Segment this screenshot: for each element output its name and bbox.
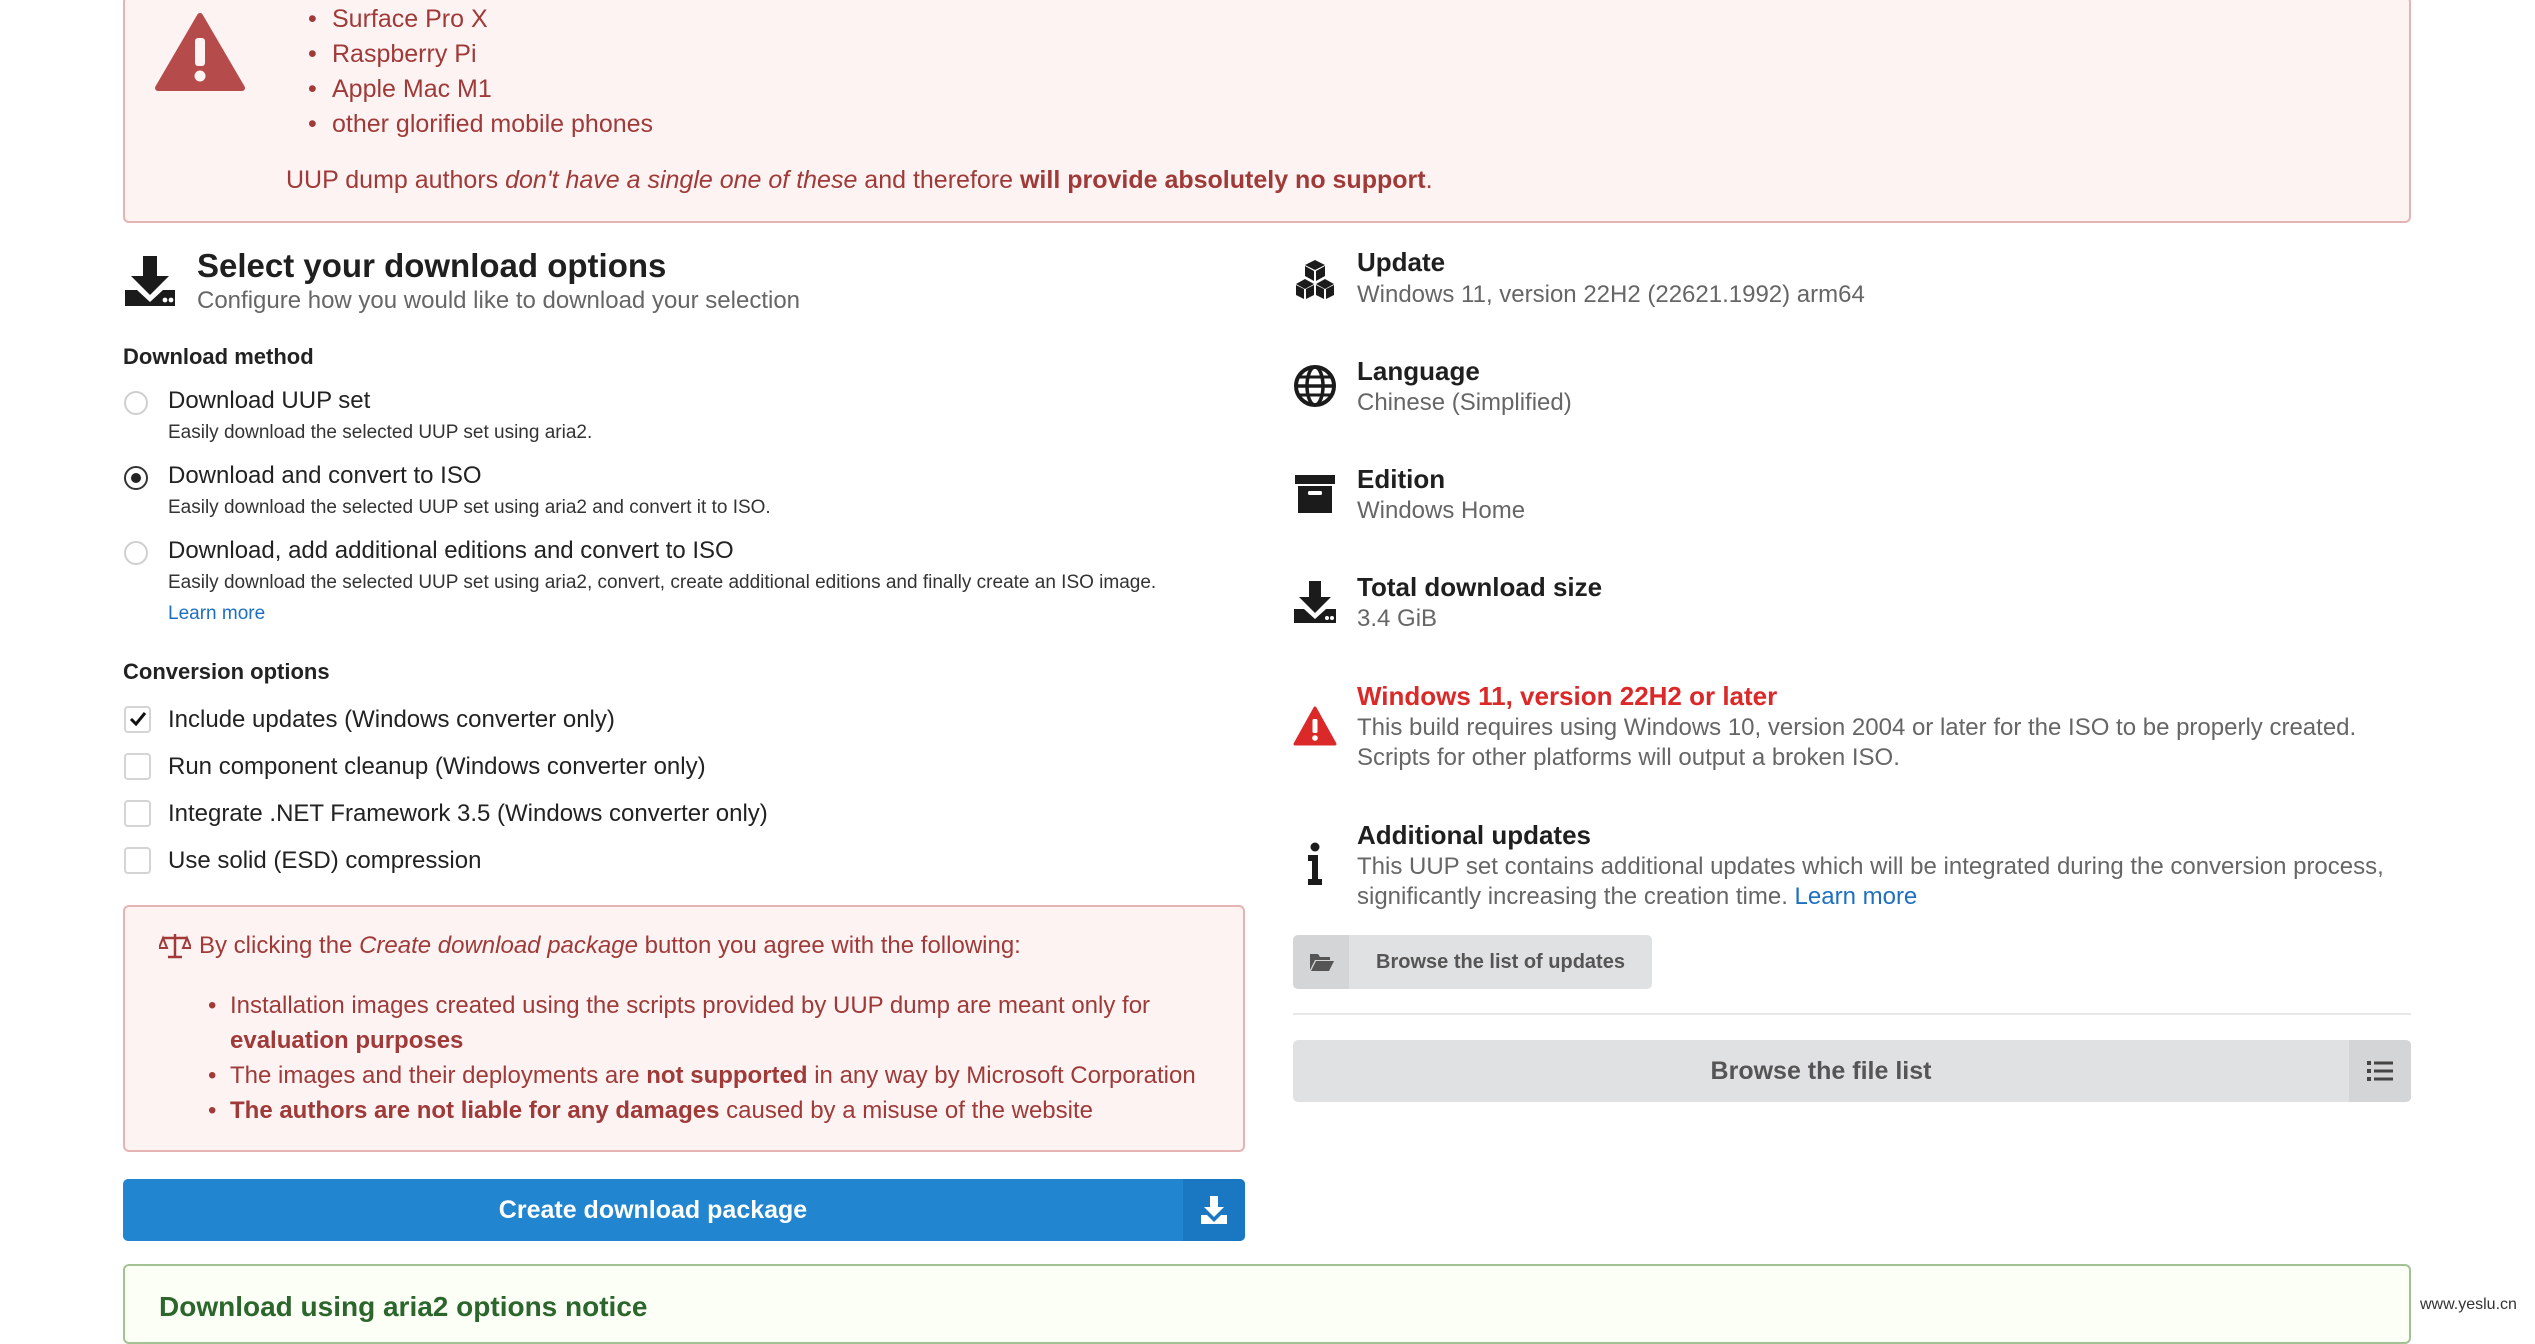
update-value: Windows 11, version 22H2 (22621.1992) arm64 [1357, 281, 1865, 308]
warning-icon [1293, 705, 1337, 749]
additional-updates-title: Additional updates [1357, 820, 1591, 850]
download-size-title: Total download size [1357, 572, 1603, 602]
list-icon [2367, 1060, 2393, 1082]
checkmark-icon [128, 709, 148, 729]
download-icon [1200, 1195, 1228, 1225]
edition-title: Edition [1357, 464, 1446, 494]
unsupported-device-list [332, 2, 653, 142]
requirement-line-2: Scripts for other platforms will output a broken ISO. [1357, 744, 1900, 771]
archive-icon [1293, 472, 1337, 516]
option-label: Download, add additional editions and convert to ISO [168, 537, 734, 564]
info-icon [1293, 842, 1337, 886]
create-download-package-button[interactable] [123, 1179, 1245, 1241]
browse-file-list-icon-area [2349, 1040, 2411, 1102]
agreement-list [230, 988, 1196, 1128]
download-method-label: Download method [123, 344, 314, 369]
update-title: Update [1357, 247, 1446, 277]
list-item: • Apple Mac M1 [332, 72, 653, 107]
checkbox-integrate-netfx[interactable] [124, 800, 151, 827]
edition-value: Windows Home [1357, 497, 1526, 524]
checkbox-label: Integrate .NET Framework 3.5 (Windows converter only) [168, 800, 768, 827]
checkbox-label: Include updates (Windows converter only) [168, 706, 615, 733]
divider [1293, 1013, 2411, 1015]
list-item: • Raspberry Pi [332, 37, 653, 72]
aria2-notice-title: Download using aria2 options notice [159, 1291, 648, 1322]
additional-updates-line-2: significantly increasing the creation time. Learn more [1357, 883, 1918, 910]
checkbox-label: Run component cleanup (Windows converter only) [168, 753, 706, 780]
download-size-value: 3.4 GiB [1357, 605, 1438, 632]
download-options-subtitle: Configure how you would like to download your selection [197, 287, 801, 314]
list-item: • Installation images created using the scripts provided by UUP dump are meant only for evaluation purposes [230, 988, 1196, 1058]
language-value: Chinese (Simplified) [1357, 389, 1572, 416]
balance-scale-icon [159, 932, 191, 960]
warning-icon [155, 12, 245, 92]
checkbox-solid-esd[interactable] [124, 847, 151, 874]
download-options-title: Select your download options [197, 247, 667, 284]
list-item: • Surface Pro X [332, 2, 653, 37]
checkbox-label: Use solid (ESD) compression [168, 847, 482, 874]
learn-more-link[interactable]: Learn more [1794, 883, 1918, 910]
language-title: Language [1357, 356, 1480, 386]
download-icon [1293, 580, 1337, 624]
option-description: Easily download the selected UUP set using aria2, convert, create additional editions and finally create an ISO image. [168, 572, 1157, 593]
radio-additional-editions[interactable] [124, 541, 148, 565]
conversion-options-label: Conversion options [123, 659, 330, 684]
list-item: • The images and their deployments are not supported in any way by Microsoft Corporation [230, 1058, 1196, 1093]
checkbox-include-updates[interactable] [124, 706, 151, 733]
agreement-heading: By clicking the Create download package button you agree with the following: [199, 932, 1021, 959]
browse-file-list-label: Browse the file list [1710, 1057, 1932, 1085]
browse-updates-label: Browse the list of updates [1376, 951, 1625, 973]
option-label: Download and convert to ISO [168, 462, 482, 489]
browse-file-list-button[interactable] [1293, 1040, 2411, 1102]
checkbox-component-cleanup[interactable] [124, 753, 151, 780]
create-button-icon-area [1183, 1179, 1245, 1241]
learn-more-link[interactable]: Learn more [168, 603, 266, 624]
list-item: • other glorified mobile phones [332, 107, 653, 142]
cubes-icon [1293, 258, 1337, 302]
watermark: www.yeslu.cn [2420, 1296, 2517, 1313]
folder-open-icon [1309, 951, 1335, 973]
browse-updates-button[interactable] [1293, 935, 1652, 989]
list-item: • The authors are not liable for any damages caused by a misuse of the website [230, 1093, 1196, 1128]
requirement-title: Windows 11, version 22H2 or later [1357, 681, 1778, 711]
create-button-label: Create download package [498, 1196, 808, 1224]
radio-download-convert-iso[interactable] [124, 466, 148, 490]
globe-icon [1293, 364, 1337, 408]
download-icon [123, 254, 177, 308]
option-label: Download UUP set [168, 387, 371, 414]
additional-updates-line-1: This UUP set contains additional updates which will be integrated during the conversion process, [1357, 853, 2384, 880]
radio-download-uup-set[interactable] [124, 391, 148, 415]
requirement-line-1: This build requires using Windows 10, version 2004 or later for the ISO to be properly created. [1357, 714, 2357, 741]
no-support-text: UUP dump authors don't have a single one of these and therefore will provide absolutely no support. [286, 166, 1433, 194]
browse-updates-icon-area [1293, 935, 1349, 989]
option-description: Easily download the selected UUP set using aria2 and convert it to ISO. [168, 497, 771, 518]
option-description: Easily download the selected UUP set using aria2. [168, 422, 593, 443]
